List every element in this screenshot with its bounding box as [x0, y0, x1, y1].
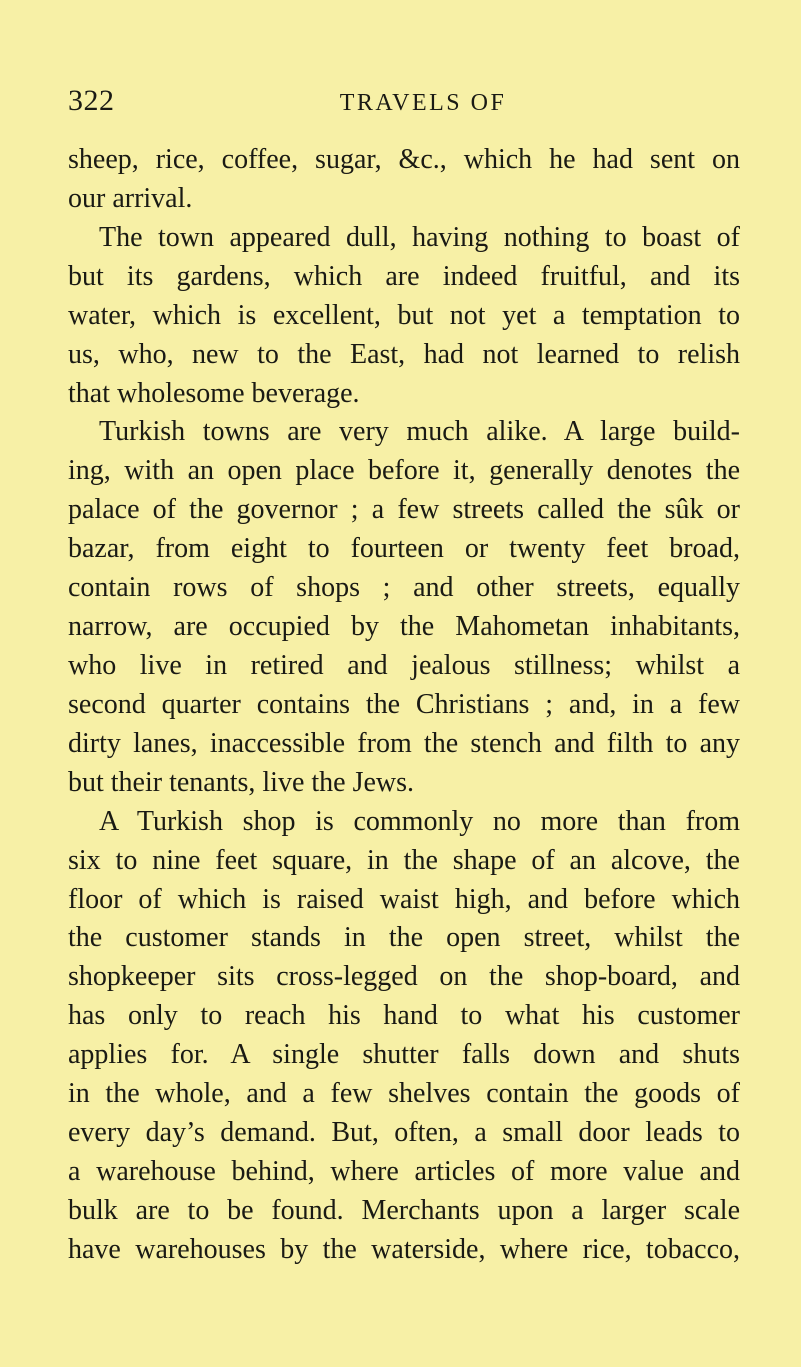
body-text: [68, 141, 740, 1270]
running-head: TRAVELS OF: [339, 90, 507, 116]
text-line: us, who, new to the East, had not learned to relish: [68, 338, 740, 370]
text-line: in the whole, and a few shelves contain the goods of: [68, 1078, 740, 1110]
text-line: our arrival.: [68, 182, 193, 214]
text-line: but their tenants, live the Jews.: [68, 766, 415, 798]
text-line: who live in retired and jealous stillness; whilst a: [68, 649, 740, 681]
text-line: the customer stands in the open street, whilst the: [68, 922, 740, 954]
page-header: [68, 83, 758, 119]
text-line: water, which is excellent, but not yet a temptation to: [68, 299, 740, 331]
text-line: Turkish towns are very much alike. A large build-: [99, 416, 740, 448]
text-line: has only to reach his hand to what his customer: [68, 1000, 740, 1032]
text-line: that wholesome beverage.: [68, 377, 360, 409]
text-line: floor of which is raised waist high, and before which: [68, 883, 740, 915]
text-line: have warehouses by the waterside, where rice, tobacco,: [68, 1233, 740, 1265]
text-line: ing, with an open place before it, generally denotes the: [68, 455, 740, 487]
text-line: palace of the governor ; a few streets called the sûk or: [68, 494, 740, 526]
text-line: a warehouse behind, where articles of more value and: [68, 1155, 740, 1187]
text-line: every day’s demand. But, often, a small door leads to: [68, 1117, 740, 1149]
text-line: applies for. A single shutter falls down and shuts: [68, 1039, 740, 1071]
text-line: A Turkish shop is commonly no more than from: [99, 805, 740, 837]
text-line: six to nine feet square, in the shape of an alcove, the: [68, 844, 740, 876]
text-line: dirty lanes, inaccessible from the stench and filth to any: [68, 727, 740, 759]
text-line: bulk are to be found. Merchants upon a larger scale: [68, 1194, 740, 1226]
text-line: The town appeared dull, having nothing to boast of: [99, 221, 740, 253]
page-number: 322: [68, 84, 115, 117]
text-line: narrow, are occupied by the Mahometan inhabitants,: [68, 611, 740, 643]
text-line: sheep, rice, coffee, sugar, &c., which he had sent on: [68, 144, 740, 175]
text-line: second quarter contains the Christians ; and, in a few: [68, 688, 740, 720]
text-line: but its gardens, which are indeed fruitful, and its: [68, 260, 740, 292]
text-line: bazar, from eight to fourteen or twenty feet broad,: [68, 533, 740, 565]
text-line: shopkeeper sits cross-legged on the shop-board, and: [68, 961, 740, 993]
text-line: contain rows of shops ; and other streets, equally: [68, 572, 740, 604]
